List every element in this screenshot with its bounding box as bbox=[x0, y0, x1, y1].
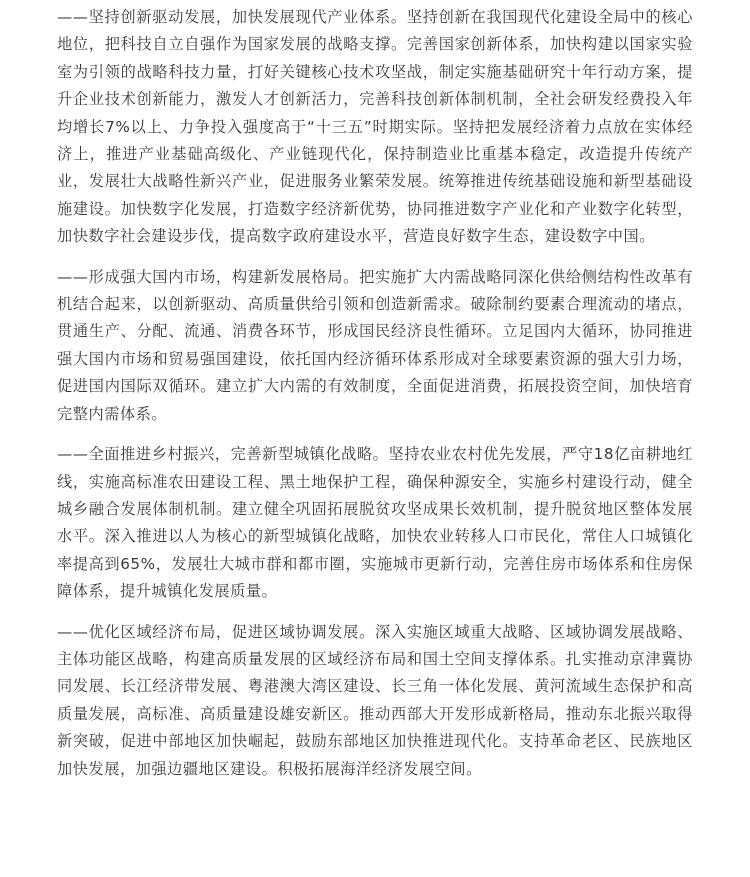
paragraph-domestic-market: ——形成强大国内市场，构建新发展格局。把实施扩大内需战略同深化供给侧结构性改革有机结合起来，以创新驱动、高质量供给引领和创造新需求。破除制约要素合理流动的堵点，贯通生产、分配、流通、消费各环节，形成国民经济良性循环。立足国内大循环，协同推进强大国内市场和贸易强国建设，依托国内经济循环体系形成对全球要素资源的强大引力场，促进国内国际双循环。建立扩大内需的有效制度，全面促进消费，拓展投资空间，加快培育完整内需体系。 bbox=[57, 267, 693, 423]
paragraph-innovation: ——坚持创新驱动发展，加快发展现代产业体系。坚持创新在我国现代化建设全局中的核心地位，把科技自立自强作为国家发展的战略支撑。完善国家创新体系，加快构建以国家实验室为引领的战略科技力量，打好关键核心技术攻坚战，制定实施基础研究十年行动方案，提升企业技术创新能力，激发人才创新活力，完善科技创新体制机制，全社会研发经费投入年均增长7%以上、力争投入强度高于“十三五”时期实际。坚持把发展经济着力点放在实体经济上，推进产业基础高级化、产业链现代化，保持制造业比重基本稳定，改造提升传统产业，发展壮大战略性新兴产业，促进服务业繁荣发展。统筹推进传统基础设施和新型基础设施建设。加快数字化发展，打造数字经济新优势，协同推进数字产业化和产业数字化转型，加快数字社会建设步伐，提高数字政府建设水平，营造良好数字生态，建设数字中国。 bbox=[57, 8, 693, 246]
paragraph-regional-economy: ——优化区域经济布局，促进区域协调发展。深入实施区域重大战略、区域协调发展战略、主体功能区战略，构建高质量发展的区域经济布局和国土空间支撑体系。扎实推动京津冀协同发展、长江经济带发展、粤港澳大湾区建设、长三角一体化发展、黄河流域生态保护和高质量发展，高标准、高质量建设雄安新区。推动西部大开发形成新格局，推动东北振兴取得新突破，促进中部地区加快崛起，鼓励东部地区加快推进现代化。支持革命老区、民族地区加快发展，加强边疆地区建设。积极拓展海洋经济发展空间。 bbox=[57, 622, 693, 778]
paragraph-rural-revitalization: ——全面推进乡村振兴，完善新型城镇化战略。坚持农业农村优先发展，严守18亿亩耕地红线，实施高标准农田建设工程、黑土地保护工程，确保种源安全，实施乡村建设行动，健全城乡融合发展体制机制。建立健全巩固拓展脱贫攻坚成果长效机制，提升脱贫地区整体发展水平。深入推进以人为核心的新型城镇化战略，加快农业转移人口市民化，常住人口城镇化率提高到65%，发展壮大城市群和都市圈，实施城市更新行动，完善住房市场体系和住房保障体系，提升城镇化发展质量。 bbox=[57, 445, 693, 601]
